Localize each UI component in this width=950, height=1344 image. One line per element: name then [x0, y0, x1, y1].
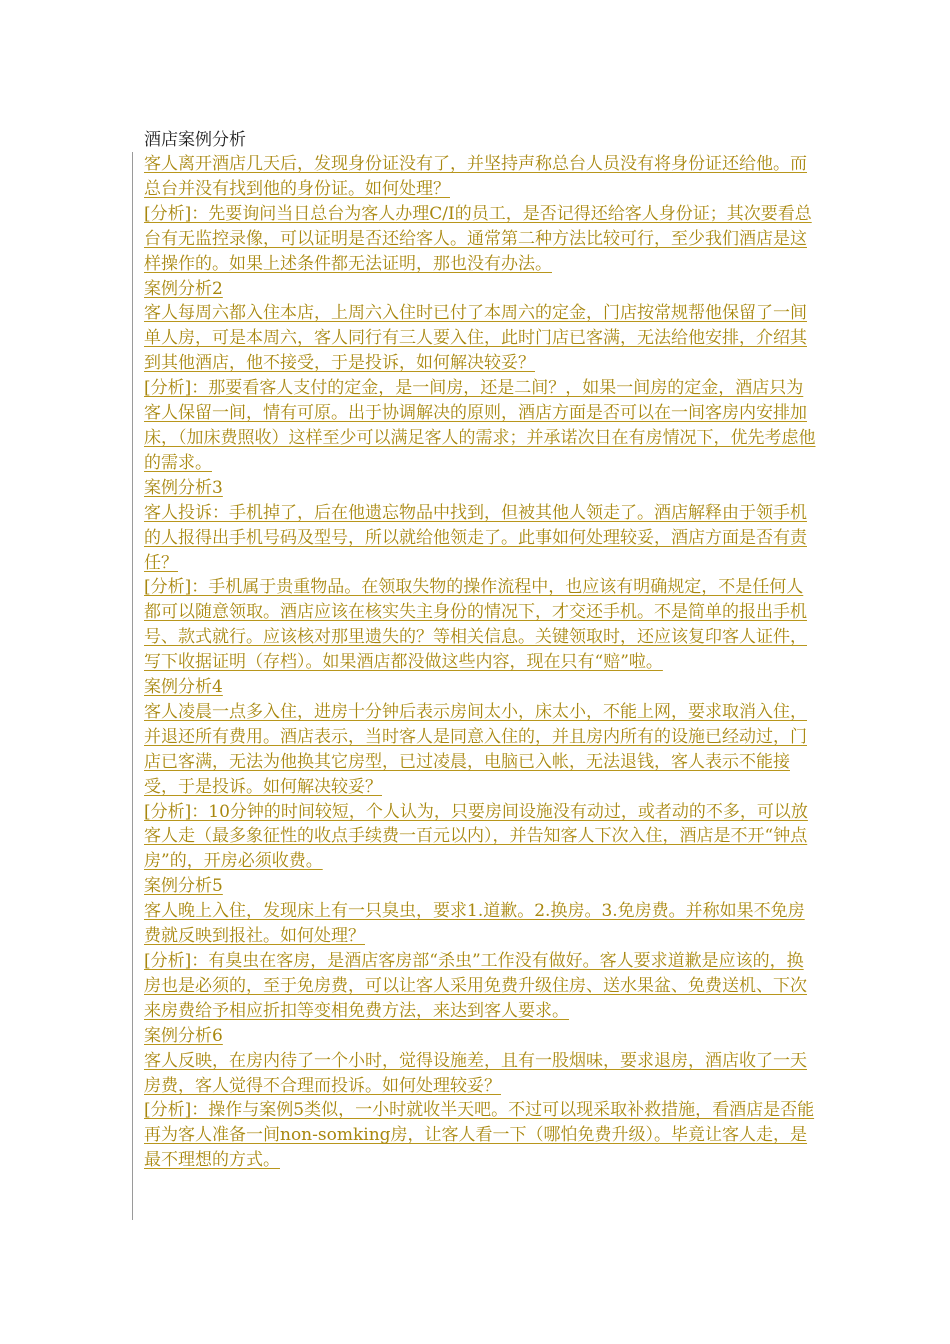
case5-question: 客人晚上入住，发现床上有一只臭虫，要求1.道歉。2.换房。3.免房费。并称如果不免房费就反映到报社。如何处理？ [144, 901, 805, 947]
case6-analysis: [分析]：操作与案例5类似，一小时就收半天吧。不过可以现采取补救措施，看酒店是否能再为客人准备一间non-somking房，让客人看一下（哪怕免费升级）。毕竟让客人走，是最不理想的方式。 [144, 1100, 815, 1171]
case4-question: 客人凌晨一点多入住，进房十分钟后表示房间太小，床太小，不能上网，要求取消入住，并退还所有费用。酒店表示，当时客人是同意入住的，并且房内所有的设施已经动过，门店已客满，无法为他换其它房型，已过凌晨，电脑已入帐，无法退钱，客人表示不能接受，于是投诉。如何解决较妥？ [144, 701, 807, 797]
case1-question: 客人离开酒店几天后，发现身份证没有了，并坚持声称总台人员没有将身份证还给他。而总台并没有找到他的身份证。如何处理？ [144, 154, 807, 199]
case4-heading: 案例分析4 [144, 677, 223, 698]
document-body [144, 152, 816, 1173]
case3-analysis: [分析]：手机属于贵重物品。在领取失物的操作流程中，也应该有明确规定，不是任何人都可以随意领取。酒店应该在核实失主身份的情况下，才交还手机。不是简单的报出手机号、款式就行。应该核对那里遗失的？等相关信息。关键领取时，还应该复印客人证件，写下收据证明（存档）。如果酒店都没做这些内容，现在只有“赔”啦。 [144, 577, 807, 673]
document-title: 酒店案例分析 [144, 130, 246, 150]
case6-heading: 案例分析6 [144, 1025, 223, 1046]
case3-question: 客人投诉：手机掉了，后在他遗忘物品中找到，但被其他人领走了。酒店解释由于领手机的人报得出手机号码及型号，所以就给他领走了。此事如何处理较妥，酒店方面是否有责任？ [144, 502, 807, 573]
case4-analysis: [分析]：10分钟的时间较短，个人认为，只要房间设施没有动过，或者动的不多，可以放客人走（最多象征性的收点手续费一百元以内），并告知客人下次入住，酒店是不开“钟点房”的，开房必须收费。 [144, 801, 808, 872]
revision-change-bar [132, 152, 133, 1220]
case6-question: 客人反映，在房内待了一个小时，觉得设施差，且有一股烟味，要求退房，酒店收了一天房费，客人觉得不合理而投诉。如何处理较妥？ [144, 1050, 807, 1096]
case5-heading: 案例分析5 [144, 876, 223, 897]
case3-heading: 案例分析3 [144, 477, 223, 498]
case2-analysis: [分析]：那要看客人支付的定金，是一间房，还是二间？，如果一间房的定金，酒店只为客人保留一间，情有可原。出于协调解决的原则，酒店方面是否可以在一间客房内安排加床，（加床费照收）这样至少可以满足客人的需求；并承诺次日在有房情况下，优先考虑他的需求。 [144, 378, 816, 473]
case2-heading: 案例分析2 [144, 278, 223, 299]
case5-analysis: [分析]：有臭虫在客房，是酒店客房部“杀虫”工作没有做好。客人要求道歉是应该的，换房也是必须的，至于免房费，可以让客人采用免费升级住房、送水果盆、免费送机、下次来房费给予相应折扣等变相免费方法，来达到客人要求。 [144, 951, 807, 1021]
case2-question: 客人每周六都入住本店，上周六入住时已付了本周六的定金，门店按常规帮他保留了一间单人房，可是本周六，客人同行有三人要入住，此时门店已客满，无法给他安排，介绍其到其他酒店，他不接受，于是投诉，如何解决较妥？ [144, 303, 807, 374]
case1-analysis: [分析]：先要询问当日总台为客人办理C/I的员工，是否记得还给客人身份证；其次要看总台有无监控录像，可以证明是否还给客人。通常第二种方法比较可行，至少我们酒店是这样操作的。如果上述条件都无法证明，那也没有办法。 [144, 203, 812, 274]
